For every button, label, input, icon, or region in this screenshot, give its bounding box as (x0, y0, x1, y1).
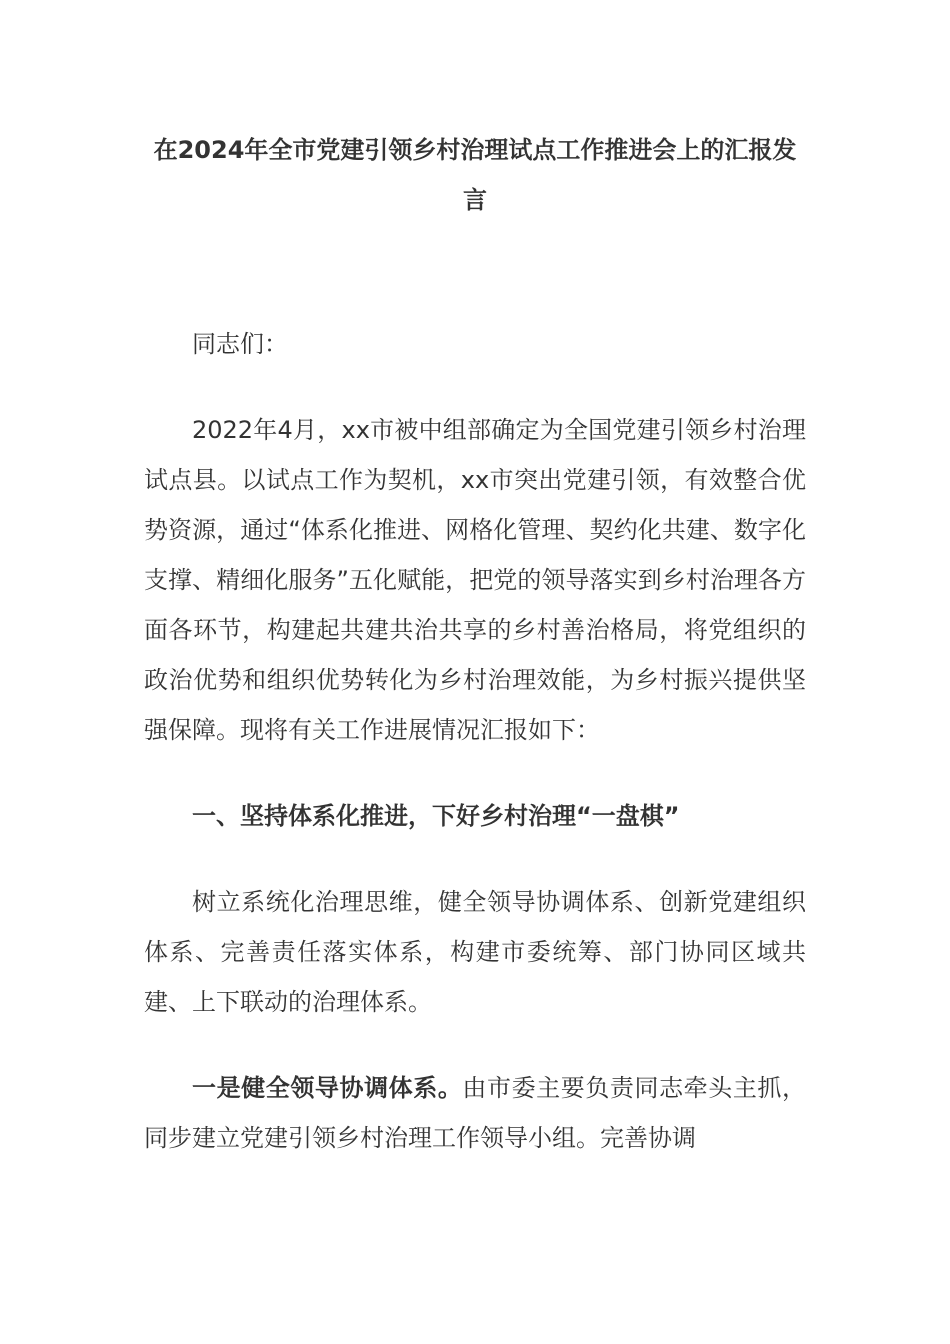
section-heading-1: 一、坚持体系化推进，下好乡村治理“一盘棋” (192, 802, 680, 830)
document-page (144, 125, 806, 1163)
point-1-lead: 一是健全领导协调体系。 (192, 1074, 463, 1102)
point-1-body: 由市委主要负责同志牵头主抓，同步建立党建引领乡村治理工作领导小组。完善协调 (144, 1074, 807, 1152)
point-1-paragraph (144, 1063, 806, 1163)
document-title: 在2024年全市党建引领乡村治理试点工作推进会上的汇报发言 (153, 136, 797, 214)
salutation: 同志们： (192, 330, 288, 358)
intro-paragraph: 2022年4月，xx市被中组部确定为全国党建引领乡村治理试点县。以试点工作为契机，xx市突出党建引领，有效整合优势资源，通过“体系化推进、网格化管理、契约化共建、数字化支撑、精细化服务”五化赋能，把党的领导落实到乡村治理各方面各环节，构建起共建共治共享的乡村善治格局，将党组织的政治优势和组织优势转化为乡村治理效能，为乡村振兴提供坚强保障。现将有关工作进展情况汇报如下： (144, 416, 806, 744)
section-1-paragraph: 树立系统化治理思维，健全领导协调体系、创新党建组织体系、完善责任落实体系，构建市委统筹、部门协同区域共建、上下联动的治理体系。 (144, 888, 806, 1016)
